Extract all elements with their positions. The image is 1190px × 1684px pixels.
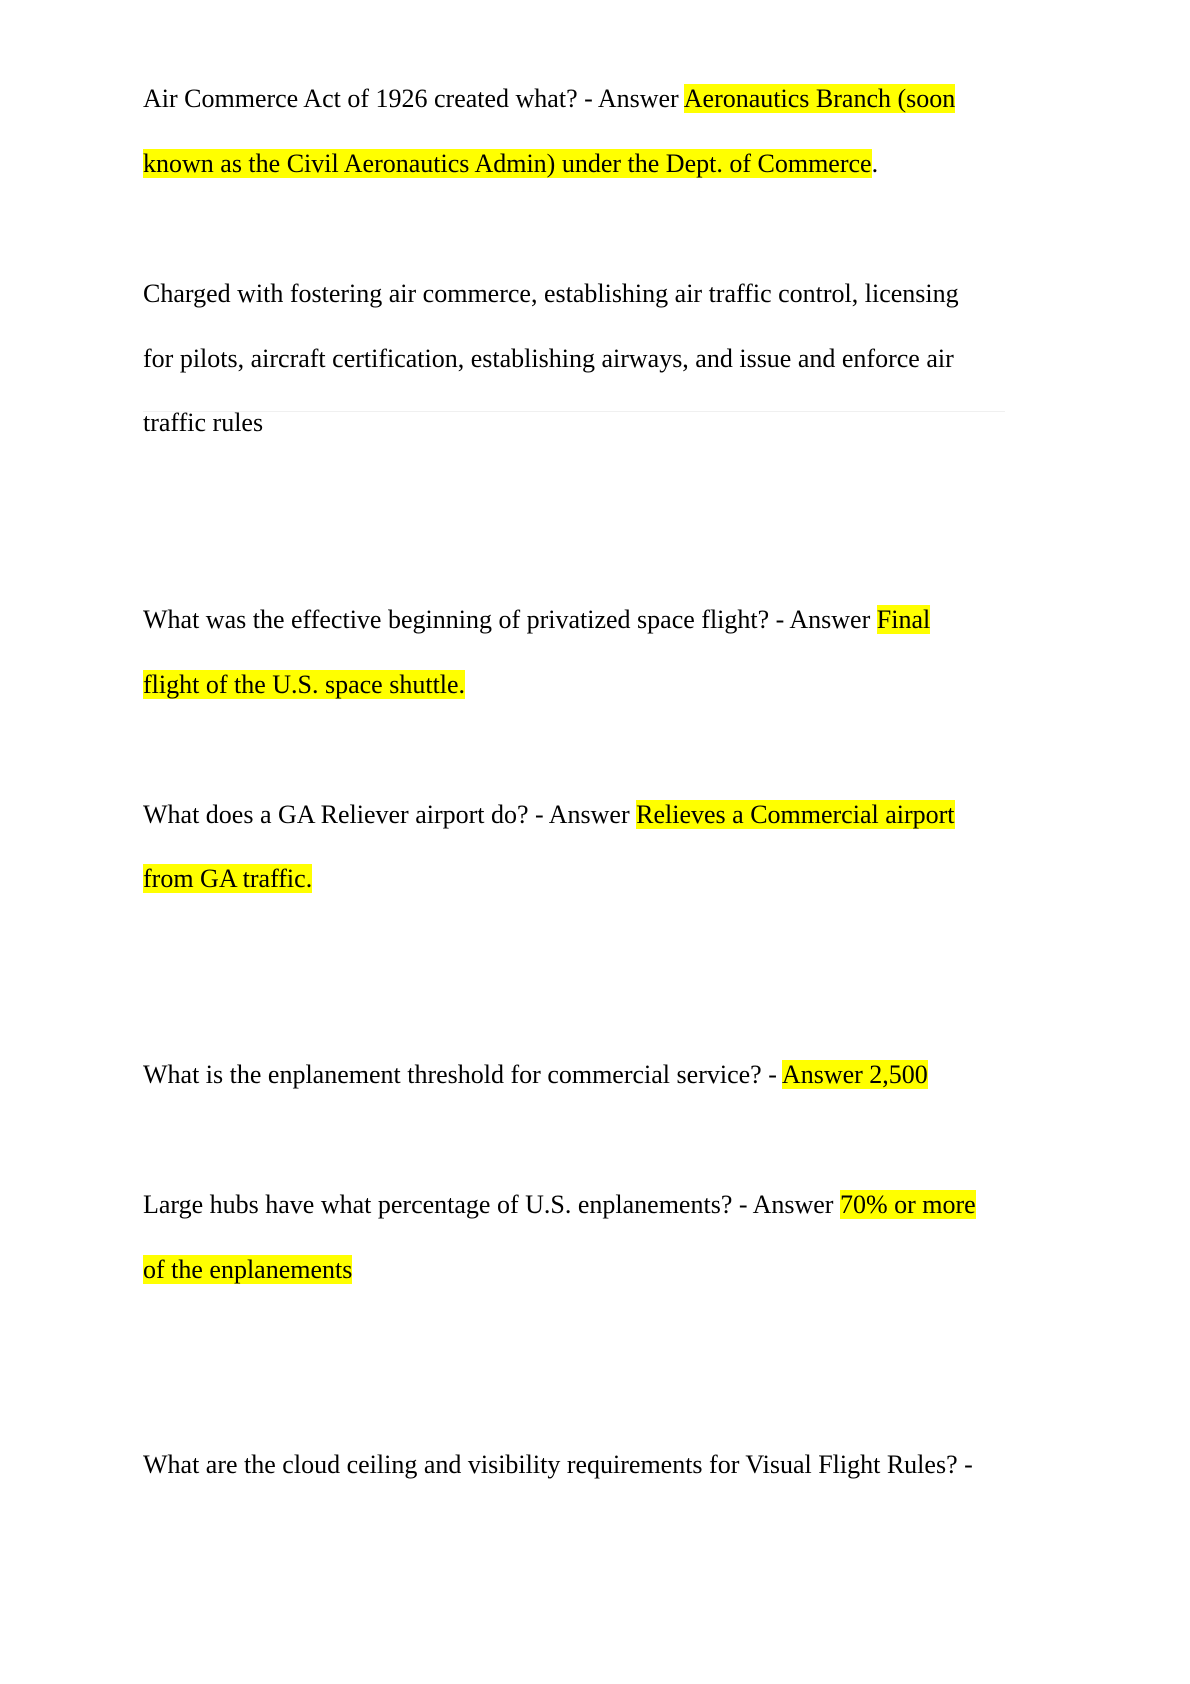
qa1-line1 [143,82,955,116]
qa4-answer-highlight: Answer 2,500 [781,1060,928,1089]
qa4-question: What is the enplanement threshold for commercial service? - [143,1060,782,1089]
qa2-line2 [143,668,465,702]
qa3-line1 [143,798,955,832]
qa5-line2 [143,1253,352,1287]
note1-line2: for pilots, aircraft certification, establishing airways, and issue and enforce air [143,344,954,373]
qa2-answer-highlight: Final [876,605,931,634]
qa6-line1 [143,1448,973,1482]
qa1-period: . [871,149,879,178]
qa4-line1 [143,1058,928,1092]
qa3-answer-highlight: Relieves a Commercial airport [636,800,955,829]
qa1-answer-highlight: Aeronautics Branch (soon [683,84,956,113]
qa2-answer-highlight-cont: flight of the U.S. space shuttle. [143,670,466,699]
qa5-question: Large hubs have what percentage of U.S. enplanements? - Answer [143,1190,840,1219]
qa1-answer-highlight-cont: known as the Civil Aeronautics Admin) under the Dept. of Commerce [143,149,872,178]
qa1-question: Air Commerce Act of 1926 created what? - Answer [143,84,684,113]
qa2-question: What was the effective beginning of privatized space flight? - Answer [143,605,877,634]
note1-line3: traffic rules [143,408,264,437]
qa3-question: What does a GA Reliever airport do? - Answer [143,800,637,829]
qa6-question: What are the cloud ceiling and visibility requirements for Visual Flight Rules? - [143,1450,973,1479]
qa5-line1 [143,1188,976,1222]
note1-line1: Charged with fostering air commerce, establishing air traffic control, licensing [143,279,959,308]
qa2-line1 [143,603,930,637]
qa5-answer-highlight-cont: of the enplanements [143,1255,353,1284]
qa3-answer-highlight-cont: from GA traffic. [143,864,313,893]
faint-divider [143,411,1005,412]
qa3-line2 [143,862,312,896]
qa5-answer-highlight: 70% or more [839,1190,976,1219]
qa1-line2 [143,147,878,181]
